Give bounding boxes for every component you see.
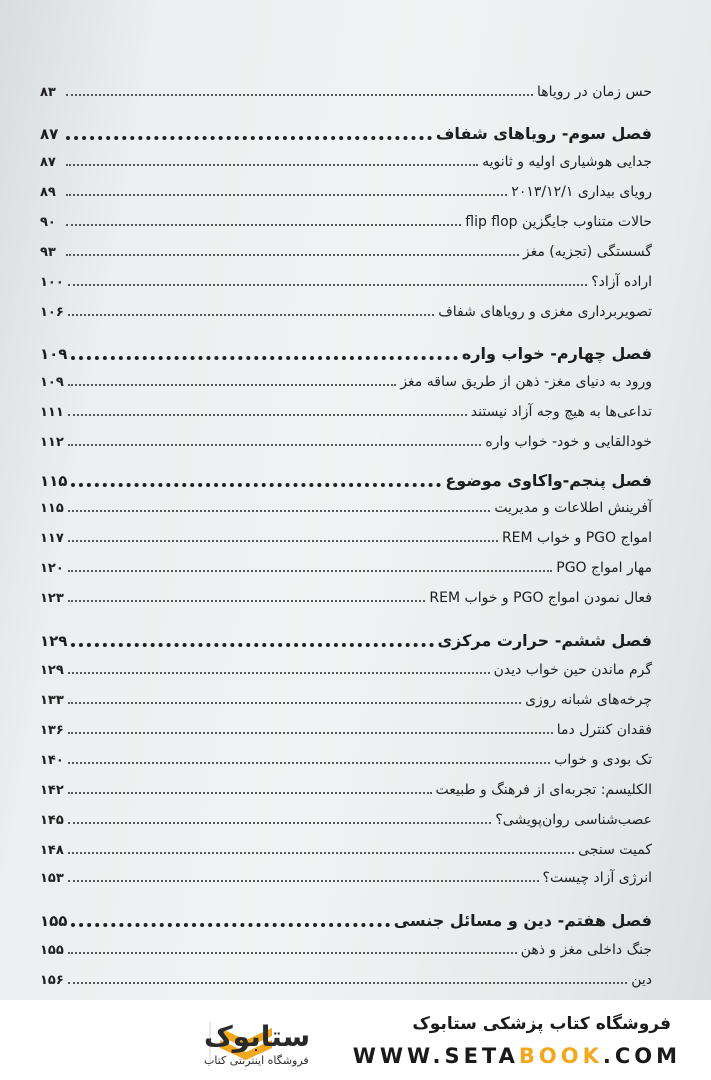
dot-leader [68,880,539,882]
logo-name: ستابوک [204,1020,311,1053]
toc-entry-title: فصل هفتم- دین و مسائل جنسی [393,911,652,930]
toc-row [40,202,652,232]
dot-leader [68,952,517,954]
toc-page-number: ۱۰۶ [40,305,64,320]
toc-page-number: ۱۳۶ [40,723,64,738]
toc-entry-title: فصل پنجم-واکاوی موضوع [445,471,652,490]
toc-page-number: ۱۱۵ [40,472,68,490]
toc-entry-title: فصل ششم- حرارت مرکزی [437,631,652,650]
dot-leader [71,643,433,647]
toc-row [40,262,652,292]
toc-entry-title: چرخه‌های شبانه روزی [525,692,652,708]
toc-row [40,488,652,518]
dot-leader [68,570,552,572]
toc-entry-title: خودالقایی و خود- خواب واره [485,434,652,450]
toc-entry-title: فصل چهارم- خواب واره [461,344,652,363]
dot-leader [68,600,426,602]
toc-entry-title: دین [631,972,652,988]
toc-row [40,858,652,888]
toc-entry-title: جدایی هوشیاری اولیه و ثانویه [482,154,652,170]
toc-page-number: ۱۲۹ [40,632,68,650]
toc-entry-title: تصویربرداری مغزی و رویاهای شفاف [438,304,652,320]
toc-page-number: ۱۲۳ [40,591,64,606]
dot-leader [68,314,434,316]
toc-page-number: ۹۳ [40,245,56,260]
toc-chapter-row [40,622,652,652]
toc-page-number: ۱۱۲ [40,435,64,450]
toc-page-number: ۱۲۹ [40,663,64,678]
toc-page-number: ۱۰۰ [40,275,64,290]
toc-page-number: ۹۰ [40,215,56,230]
toc-page-number: ۱۵۵ [40,943,64,958]
toc-page-number: ۱۵۶ [40,973,64,988]
toc-page-number: ۸۳ [40,85,56,100]
dot-leader [68,414,467,416]
toc-row [40,422,652,452]
toc-page-number: ۱۵۳ [40,871,64,886]
toc-entry-title: اراده آزاد؟ [591,274,652,290]
toc-page-number: ۱۰۹ [40,345,68,363]
toc-row [40,72,652,102]
toc-row [40,930,652,960]
dot-leader [66,254,519,256]
toc-entry-title: تک بودی و خواب [554,752,652,768]
toc-entry-title: آفرینش اطلاعات و مدیریت [494,500,652,516]
toc-entry-title: فصل سوم- رویاهای شفاف [435,124,652,143]
dot-leader [68,444,482,446]
dot-leader [71,356,457,360]
toc-row [40,292,652,322]
toc-entry-title: ورود به دنیای مغز- ذهن از طریق ساقه مغز [400,374,652,390]
toc-entry-title: الکلیسم: تجربه‌ای از فرهنگ و طبیعت [435,782,652,798]
dot-leader [68,732,553,734]
toc-row [40,392,652,422]
dot-leader [66,194,507,196]
dot-leader [66,224,461,226]
toc-entry-title: عصب‌شناسی روان‌پویشی؟ [495,812,652,828]
toc-row [40,362,652,392]
dot-leader [68,702,521,704]
toc-entry-title: انرژی آزاد چیست؟ [542,870,652,886]
website-accent: BOOK [518,1044,603,1068]
toc-entry-title: مهار امواج PGO [556,560,652,576]
toc-entry-title: فقدان کنترل دما [556,722,652,738]
toc-row [40,770,652,800]
toc-page-number: ۱۴۰ [40,753,64,768]
toc-row [40,172,652,202]
toc-chapter-row [40,902,652,932]
toc-entry-title: تداعی‌ها به هیچ وجه آزاد نیستند [470,404,652,420]
toc-page-number: ۱۴۸ [40,843,64,858]
toc-row [40,680,652,710]
toc-row [40,232,652,262]
toc-row [40,548,652,578]
toc-row [40,518,652,548]
setabook-logo [24,1014,311,1070]
toc-row [40,650,652,680]
toc-page-number: ۸۷ [40,155,56,170]
toc-page-number: ۱۴۵ [40,813,64,828]
dot-leader [68,672,490,674]
footer-banner [0,1000,711,1080]
store-name: فروشگاه کتاب پزشکی ستابوک [412,1014,671,1034]
toc-entry-title: حس زمان در رویاها [537,84,652,100]
toc-row [40,710,652,740]
dot-leader [71,483,441,487]
toc-entry-title: حالات متناوب جایگزین flip flop [465,214,652,230]
toc-entry-title: رویای بیداری ۲۰۱۳/۱۲/۱ [511,184,652,200]
toc-entry-title: جنگ داخلی مغز و ذهن [520,942,652,958]
toc-entry-title: گرم ماندن حین خواب دیدن [493,662,652,678]
dot-leader [66,164,478,166]
dot-leader [68,822,492,824]
toc-row [40,740,652,770]
logo-tagline: فروشگاه اینترنتی کتاب [204,1054,309,1067]
dot-leader [68,510,491,512]
toc-page-number: ۸۷ [40,125,59,143]
website-suffix: .COM [602,1044,681,1068]
toc-row [40,830,652,860]
toc-page-number: ۱۱۷ [40,531,64,546]
toc-chapter-row [40,115,652,145]
toc-row [40,800,652,830]
toc-entry-title: امواج PGO و خواب REM [501,530,652,546]
dot-leader [66,94,533,96]
dot-leader [66,136,432,140]
toc-page-number: ۱۴۲ [40,783,64,798]
website-url [353,1044,681,1068]
toc-page-number: ۱۳۳ [40,693,64,708]
dot-leader [68,762,550,764]
toc-page-number: ۱۲۰ [40,561,64,576]
toc-entry-title: گسستگی (تجزیه) مغز [522,244,652,260]
toc-row [40,578,652,608]
dot-leader [68,384,397,386]
dot-leader [68,982,627,984]
toc-page-number: ۸۹ [40,185,56,200]
toc-page-number: ۱۰۹ [40,375,64,390]
toc-page-number: ۱۱۱ [40,405,64,420]
toc-page-number: ۱۵۵ [40,912,68,930]
toc-entry-title: فعال نمودن امواج PGO و خواب REM [429,590,652,606]
dot-leader [68,852,574,854]
toc-row [40,142,652,172]
dot-leader [68,540,498,542]
toc-row [40,960,652,990]
dot-leader [71,923,389,927]
toc-entry-title: کمیت سنجی [578,842,652,858]
dot-leader [68,792,432,794]
website-prefix: WWW.SETA [352,1044,519,1068]
dot-leader [68,284,587,286]
toc-chapter-row [40,335,652,365]
toc-page-number: ۱۱۵ [40,501,64,516]
